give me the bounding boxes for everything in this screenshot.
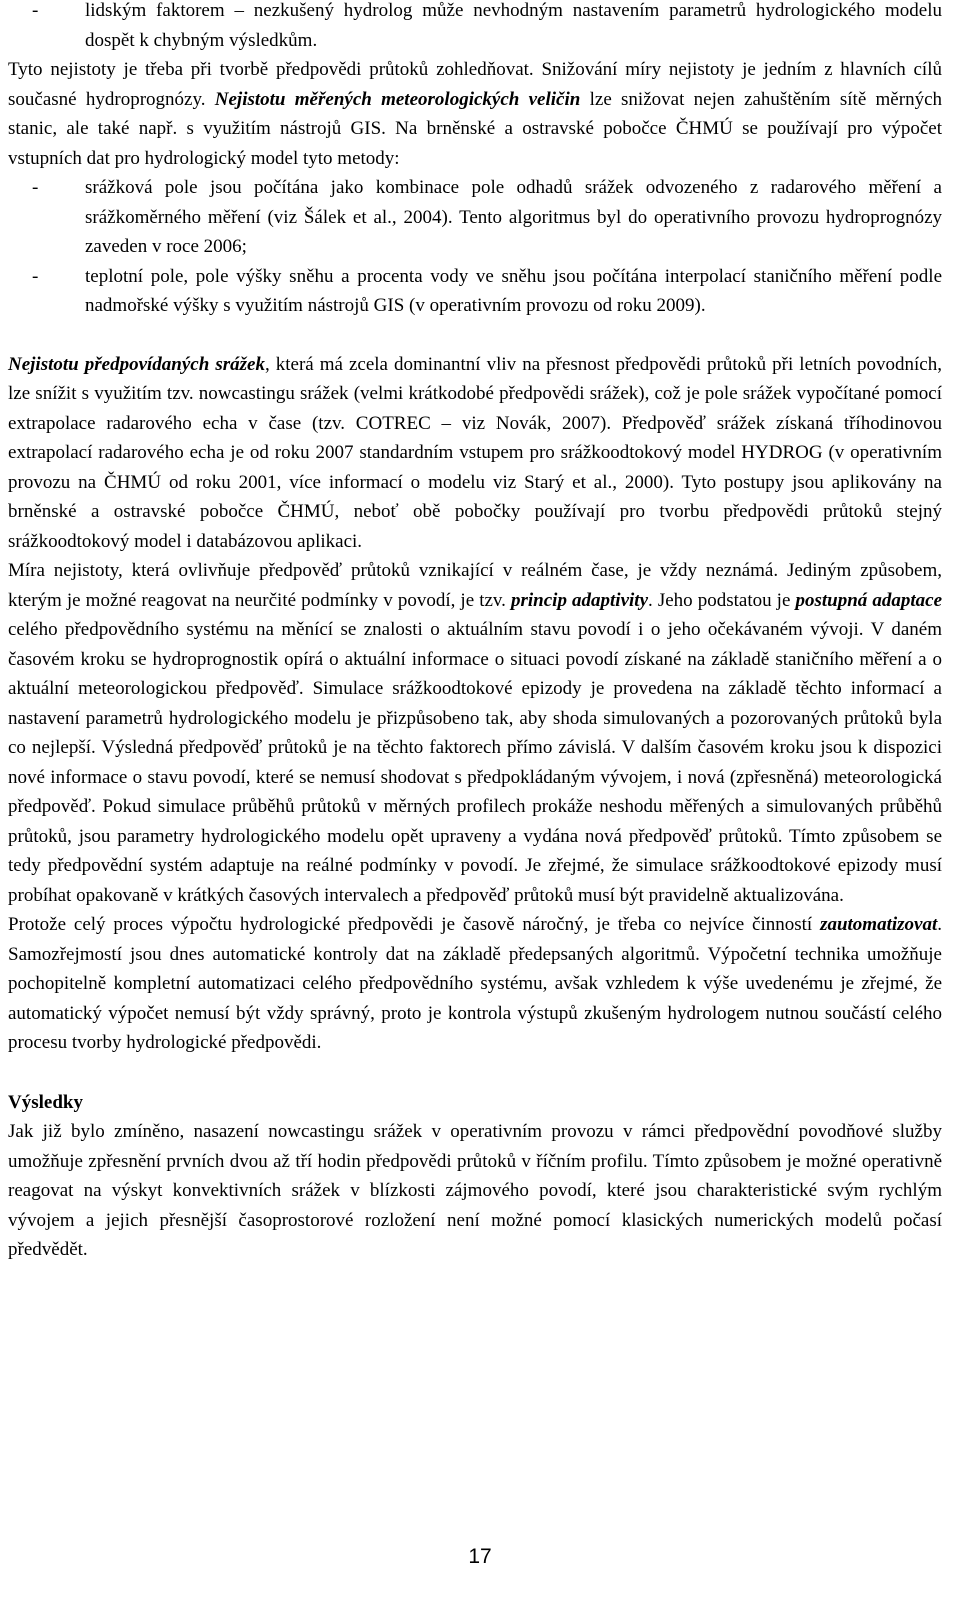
paragraph-text: . Jeho podstatou je (648, 589, 796, 611)
paragraph-adaptivity (8, 556, 942, 910)
paragraph-uncertainty (8, 55, 942, 173)
paragraph-text: lze snižovat nejen zahuštěním sítě měrných stanic, ale také např. s využitím nástrojů GIS. Na brněnské a ostravské pobočce ČHMÚ se používají pro výpočet vstupních dat pro hydrologický model tyto metody: (8, 88, 943, 169)
dash-marker: - (32, 0, 39, 21)
page-number: 17 (468, 1545, 492, 1568)
dash-marker: - (32, 265, 39, 287)
paragraph-text: celého předpovědního systému na měnící se znalosti o aktuálním stavu povodí i o jeho očekávaném vývoji. V daném časovém kroku se hydroprognostik opírá o aktuální informace o situaci povodí získané na základě staničního měření a o aktuální meteorologickou předpověď. Simulace srážkoodtokové epizody je provedena na základě těchto informací a nastavení parametrů hydrologického modelu je přizpůsobeno tak, aby shoda simulovaných a pozorovaných průtoků byla co nejlepší. Výsledná předpověď průtoků je na těchto faktorech přímo závislá. V dalším časovém kroku jsou k dispozici nové informace o stavu povodí, které se nemusí shodovat s předpokládaným vývojem, i nová (zpřesněná) meteorologická předpověď. Pokud simulace průběhů průtoků v měrných profilech prokáže neshodu měřených a simulovaných průběhů průtoků, jsou parametry hydrologického modelu opět upraveny a vydána nová předpověď průtoků. Tímto způsobem se tedy předpovědní systém adaptuje na reálné podmínky v povodí. Je zřejmé, že simulace srážkoodtokové epizody musí probíhat opakovaně v krátkých časových intervalech a předpověď průtoků musí být pravidelně aktualizována. (8, 619, 942, 906)
paragraph-text: Míra nejistoty, která ovlivňuje předpověď průtoků vznikající v reálném čase, je vždy neznámá. Jediným způsobem, kterým je možné reagovat na neurčité podmínky v povodí, je tzv. (8, 560, 942, 611)
paragraph-text: Protože celý proces výpočtu hydrologické předpovědi je časově náročný, je třeba co nejvíce činností (8, 914, 821, 935)
emphasis-text: postupná adaptace (795, 589, 943, 611)
paragraph-automation (8, 910, 942, 1058)
body-text (8, 0, 942, 1265)
paragraph-text: Tyto nejistoty je třeba při tvorbě předpovědi průtoků zohledňovat. Snižování míry nejistoty je jedním z hlavních cílů současné hydroprognózy. (8, 59, 942, 110)
emphasis-text: Nejistotu předpovídaných srážek (8, 353, 265, 375)
list-item-text: srážková pole jsou počítána jako kombinace pole odhadů srážek odvozeného z radarového měření a srážkoměrného měření (viz Šálek et al., 2004). Tento algoritmus byl do operativního provozu hydroprognózy zaveden v roce 2006; (85, 177, 942, 257)
list-item (8, 0, 942, 55)
section-heading: Výsledky (8, 1091, 83, 1113)
list-item-text: lidským faktorem – nezkušený hydrolog může nevhodným nastavením parametrů hydrologického modelu dospět k chybným výsledkům. (85, 0, 942, 51)
paragraph-text: , která má zcela dominantní vliv na přesnost předpovědi průtoků při letních povodních, lze snížit s využitím tzv. nowcastingu srážek (velmi krátkodobé předpovědi srážek), což je pole srážek vypočítané pomocí extrapolace radarového echa v čase (tzv. COTREC – viz Novák, 2007). Předpověď srážek získaná tříhodinovou extrapolací radarového echa je od roku 2007 standardním vstupem pro srážkoodtokový model HYDROG (v operativním provozu na ČHMÚ od roku 2001, více informací o modelu viz Starý et al., 2000). Tyto postupy jsou aplikovány na brněnské a ostravské pobočce ČHMÚ, neboť obě pobočky používají pro tvorbu předpovědi průtoků stejný srážkoodtokový model i databázovou aplikaci. (8, 353, 942, 552)
dash-marker: - (32, 177, 39, 198)
paragraph-gap (8, 321, 942, 350)
list-item (8, 262, 942, 321)
emphasis-text: Nejistotu měřených meteorologických veličin (214, 88, 581, 110)
emphasis-text: princip adaptivity (511, 589, 649, 611)
emphasis-text: zautomatizovat (820, 914, 938, 935)
paragraph-results: Jak již bylo zmíněno, nasazení nowcastingu srážek v operativním provozu v rámci předpovědní povodňové služby umožňuje zpřesnění prvních dvou až tří hodin předpovědi průtoků v říčním profilu. Tímto způsobem je možné operativně reagovat na výskyt konvektivních srážek v blízkosti zájmového povodí, které jsou charakteristické svým rychlým vývojem a jejich přesnější časoprostorové rozložení není možné pomocí klasických numerických modelů počasí předvědět. (8, 1121, 942, 1260)
paragraph-text: . Samozřejmostí jsou dnes automatické kontroly dat na základě předepsaných algoritmů. Výpočetní technika umožňuje pochopitelně kompletní automatizaci celého předpovědního systému, avšak vzhledem k výše uvedenému je zřejmé, že automatický výpočet nemusí být vždy správný, proto je kontrola výstupů zkušeným hydrologem nutnou součástí celého procesu tvorby hydrologické předpovědi. (8, 914, 942, 1053)
list-item (8, 173, 942, 262)
list-item-text: teplotní pole, pole výšky sněhu a procenta vody ve sněhu jsou počítána interpolací staničního měření podle nadmořské výšky s využitím nástrojů GIS (v operativním provozu od roku 2009). (85, 265, 942, 316)
paragraph-forecast-precip (8, 350, 942, 557)
section-gap (8, 1058, 942, 1088)
bullet-list-methods (8, 173, 942, 321)
bullet-list-top (8, 0, 942, 55)
